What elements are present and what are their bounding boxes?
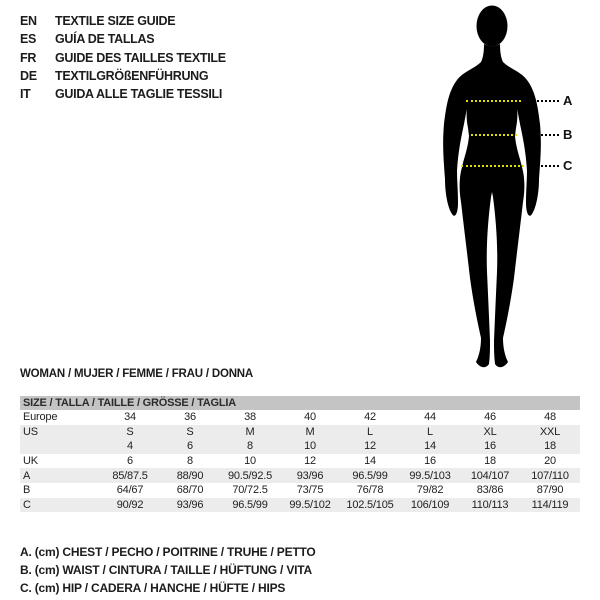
size-cell: 93/96 <box>176 498 204 511</box>
size-cell: 114/119 <box>531 498 569 511</box>
size-cell: 48 <box>544 411 556 424</box>
size-cell: 40 <box>304 411 316 424</box>
size-cell: 79/82 <box>416 484 444 497</box>
chest-measure-line <box>466 100 521 102</box>
size-cell: 12 <box>364 440 376 453</box>
size-cell: L <box>427 425 433 438</box>
size-cell: S <box>126 425 134 438</box>
row-label: UK <box>23 455 38 468</box>
size-cell: 64/67 <box>116 484 144 497</box>
size-cell: 14 <box>424 440 436 453</box>
chest-connector-line <box>532 100 559 102</box>
size-cell: 44 <box>424 411 436 424</box>
language-row <box>20 85 226 103</box>
size-cell: 16 <box>484 440 496 453</box>
size-cell: 90/92 <box>116 498 144 511</box>
language-title: GUIDE DES TAILLES TEXTILE <box>55 50 226 65</box>
size-cell: S <box>186 425 194 438</box>
size-cell: 18 <box>544 440 556 453</box>
size-cell: 14 <box>364 455 376 468</box>
size-table-body <box>20 410 580 512</box>
row-label <box>20 439 100 454</box>
row-label: Europe <box>23 411 58 424</box>
language-row <box>20 30 226 48</box>
size-cell: 90.5/92.5 <box>227 469 273 482</box>
table-row <box>20 454 580 469</box>
language-code: FR <box>20 50 37 65</box>
language-title: TEXTILE SIZE GUIDE <box>55 14 176 29</box>
language-title: TEXTILGRÖßENFÜHRUNG <box>55 69 209 84</box>
size-cell: XXL <box>539 425 561 438</box>
size-cell: 73/75 <box>296 484 324 497</box>
size-cell: 6 <box>127 455 133 468</box>
language-title: GUÍA DE TALLAS <box>55 32 155 47</box>
size-cell: 110/113 <box>471 498 509 511</box>
size-table <box>20 396 580 512</box>
waist-measure-line <box>471 134 517 136</box>
language-title: GUIDA ALLE TAGLIE TESSILI <box>55 87 223 102</box>
woman-silhouette <box>420 0 573 372</box>
size-cell: 87/90 <box>536 484 564 497</box>
silhouette-head <box>477 6 508 47</box>
size-cell: 46 <box>484 411 496 424</box>
size-cell: 8 <box>247 440 253 453</box>
legend-line-hip: C. (cm) HIP / CADERA / HANCHE / HÜFTE / HIPS <box>20 580 286 595</box>
table-row <box>20 468 580 483</box>
marker-label-hip: C <box>563 158 573 173</box>
size-cell: 18 <box>484 455 496 468</box>
size-cell: 93/96 <box>296 469 324 482</box>
silhouette-body <box>443 44 541 367</box>
measurement-legend <box>20 545 316 598</box>
size-cell: 102.5/105 <box>346 498 394 511</box>
size-cell: 4 <box>127 440 133 453</box>
size-cell: 10 <box>304 440 316 453</box>
hip-connector-line <box>532 165 559 167</box>
size-cell: 85/87.5 <box>112 469 148 482</box>
table-row <box>20 483 580 498</box>
size-cell: 70/72.5 <box>232 484 268 497</box>
size-cell: 99.5/102 <box>289 498 331 511</box>
size-cell: M <box>245 425 255 438</box>
legend-line-waist: B. (cm) WAIST / CINTURA / TAILLE / HÜFTUNG / VITA <box>20 562 312 577</box>
size-cell: 68/70 <box>176 484 204 497</box>
size-cell: 107/110 <box>531 469 569 482</box>
size-cell: 83/86 <box>476 484 504 497</box>
legend-line-chest: A. (cm) CHEST / PECHO / POITRINE / TRUHE / PETTO <box>20 545 316 559</box>
size-cell: 10 <box>244 455 256 468</box>
table-row <box>20 425 580 440</box>
row-label: B <box>23 484 31 497</box>
size-cell: 16 <box>424 455 436 468</box>
language-title-list <box>20 12 226 103</box>
size-cell: 6 <box>187 440 193 453</box>
size-cell: 8 <box>187 455 193 468</box>
waist-connector-line <box>532 134 559 136</box>
language-code: DE <box>20 69 37 84</box>
size-cell: 36 <box>184 411 196 424</box>
size-cell: 96.5/99 <box>352 469 388 482</box>
size-cell: M <box>305 425 315 438</box>
language-row <box>20 49 226 67</box>
size-cell: 96.5/99 <box>232 498 268 511</box>
size-cell: 106/109 <box>410 498 450 511</box>
section-title: WOMAN / MUJER / FEMME / FRAU / DONNA <box>20 368 254 380</box>
size-cell: 76/78 <box>356 484 384 497</box>
row-label: US <box>23 425 38 438</box>
table-row <box>20 410 580 425</box>
language-row <box>20 12 226 30</box>
size-cell: 42 <box>364 411 376 424</box>
row-label: C <box>23 498 31 511</box>
language-row <box>20 67 226 85</box>
size-table-header-row <box>20 396 580 410</box>
marker-label-chest: A <box>563 93 573 108</box>
size-table-header: SIZE / TALLA / TAILLE / GRÖSSE / TAGLIA <box>20 396 580 410</box>
size-cell: 99.5/103 <box>409 469 451 482</box>
size-cell: 34 <box>124 411 136 424</box>
row-label: A <box>23 469 31 482</box>
language-code: ES <box>20 32 37 47</box>
hip-measure-line <box>461 165 524 167</box>
table-row <box>20 498 580 513</box>
size-cell: 12 <box>304 455 316 468</box>
language-code: IT <box>20 87 31 102</box>
table-row <box>20 439 580 454</box>
size-cell: 88/90 <box>176 469 204 482</box>
size-cell: 38 <box>244 411 256 424</box>
size-cell: 20 <box>544 455 556 468</box>
size-cell: L <box>367 425 373 438</box>
size-cell: XL <box>483 425 497 438</box>
language-code: EN <box>20 14 37 29</box>
marker-label-waist: B <box>563 127 573 142</box>
size-cell: 104/107 <box>470 469 510 482</box>
